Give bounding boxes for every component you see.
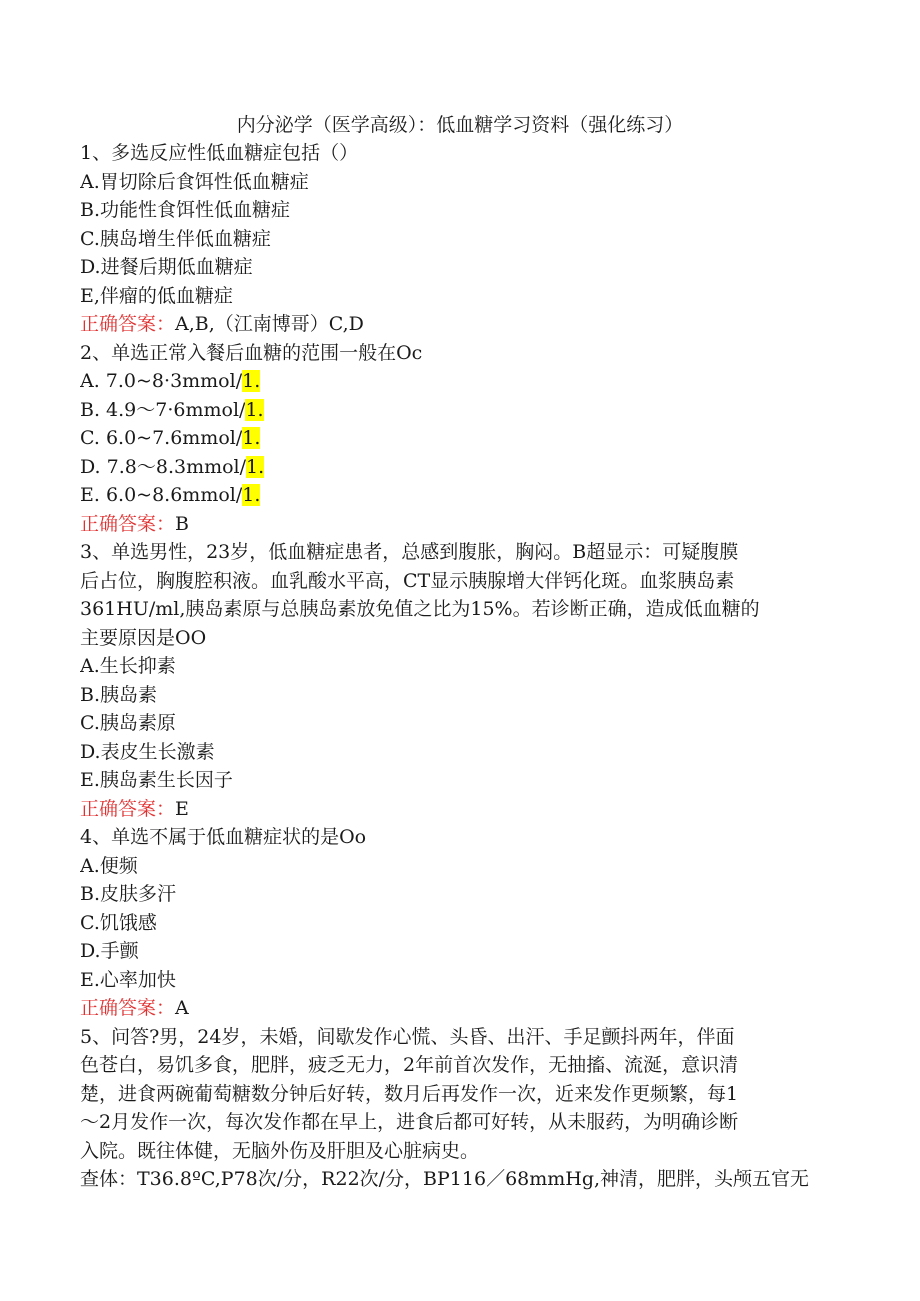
answer-line <box>80 310 840 339</box>
question-2 <box>80 339 840 539</box>
question-stem-line: 主要原因是OO <box>80 626 207 649</box>
option-c: C.胰岛增生伴低血糖症 <box>80 227 271 250</box>
question-5 <box>80 1023 840 1194</box>
highlighted-unit: 1. <box>242 370 261 392</box>
exam-findings-line: 查体：T36.8ºC,P78次/分，R22次/分，BP116／68mmHg,神清，肥胖，头颅五官无 <box>80 1168 810 1190</box>
question-stem-line: 楚，进食两碗葡萄糖数分钟后好转，数月后再发作一次，近来发作更频繁，每1 <box>80 1082 739 1105</box>
option-b: B.胰岛素 <box>80 683 158 706</box>
question-3 <box>80 538 840 823</box>
option-b: B.功能性食饵性低血糖症 <box>80 199 291 221</box>
answer-line <box>80 795 840 824</box>
question-stem-line: 3、单选男性，23岁，低血糖症患者，总感到腹胀，胸闷。B超显示：可疑腹膜 <box>80 541 739 563</box>
answer-label: 正确答案： <box>80 512 176 535</box>
option-c: C.饥饿感 <box>80 911 157 934</box>
answer-line <box>80 994 840 1023</box>
option-a: A.便频 <box>80 854 138 877</box>
answer-value: A <box>175 997 189 1019</box>
option-b: B.皮肤多汗 <box>80 883 177 905</box>
question-stem-line: 入院。既往体健，无脑外伤及肝胆及心脏病史。 <box>80 1139 480 1162</box>
option-e <box>80 481 840 510</box>
document-title: 内分泌学（医学高级）：低血糖学习资料（强化练习） <box>236 114 684 136</box>
highlighted-unit: 1. <box>245 398 264 421</box>
option-text: A. 7.0~8·3mmol/ <box>80 370 243 392</box>
option-d: D.进餐后期低血糖症 <box>80 256 253 278</box>
option-e: E,伴瘤的低血糖症 <box>80 284 233 307</box>
question-4 <box>80 823 840 1023</box>
answer-value: B <box>175 512 189 535</box>
question-stem-line: 361HU/ml,胰岛素原与总胰岛素放免值之比为15%。若诊断正确，造成低血糖的 <box>80 598 760 620</box>
question-stem: 2、单选正常入餐后血糖的范围一般在Oc <box>80 341 423 364</box>
question-1 <box>80 139 840 339</box>
question-list <box>80 139 840 1194</box>
question-stem-line: 后占位，胸腹腔积液。血乳酸水平高，CT显示胰腺增大伴钙化斑。血浆胰岛素 <box>80 569 735 592</box>
option-e: E.胰岛素生长因子 <box>80 769 233 791</box>
option-a: A.生长抑素 <box>80 655 176 677</box>
highlighted-unit: 1. <box>242 484 261 506</box>
question-stem: 1、多选反应性低血糖症包括（） <box>80 142 359 164</box>
option-text: E. 6.0~8.6mmol/ <box>80 484 243 506</box>
answer-label: 正确答案： <box>80 313 176 335</box>
option-e: E.心率加快 <box>80 968 176 991</box>
option-text: D. 7.8～8.3mmol/ <box>80 455 247 478</box>
option-a: A.胃切除后食饵性低血糖症 <box>80 170 309 193</box>
option-d: D.表皮生长激素 <box>80 740 215 763</box>
answer-label: 正确答案： <box>80 797 176 820</box>
answer-label: 正确答案： <box>80 997 176 1019</box>
question-stem: 4、单选不属于低血糖症状的是Oo <box>80 826 367 848</box>
option-d <box>80 453 840 482</box>
highlighted-unit: 1. <box>246 455 265 478</box>
question-stem-line: ～2月发作一次，每次发作都在早上，进食后都可好转，从未服药，为明确诊断 <box>80 1111 739 1133</box>
option-d: D.手颤 <box>80 940 139 962</box>
question-stem-line: 色苍白，易饥多食，肥胖，疲乏无力，2年前首次发作，无抽搐、流涎，意识清 <box>80 1054 739 1076</box>
answer-value: E <box>175 797 189 820</box>
highlighted-unit: 1. <box>242 427 261 449</box>
option-b <box>80 396 840 425</box>
option-a <box>80 367 840 396</box>
option-text: C. 6.0~7.6mmol/ <box>80 427 243 449</box>
answer-value: A,B,（江南博哥）C,D <box>175 313 364 335</box>
option-text: B. 4.9～7·6mmol/ <box>80 398 246 421</box>
answer-line <box>80 510 840 539</box>
option-c <box>80 424 840 453</box>
option-c: C.胰岛素原 <box>80 712 176 734</box>
question-stem-line: 5、问答?男，24岁，未婚，间歇发作心慌、头昏、出汗、手足颤抖两年，伴面 <box>80 1025 735 1048</box>
